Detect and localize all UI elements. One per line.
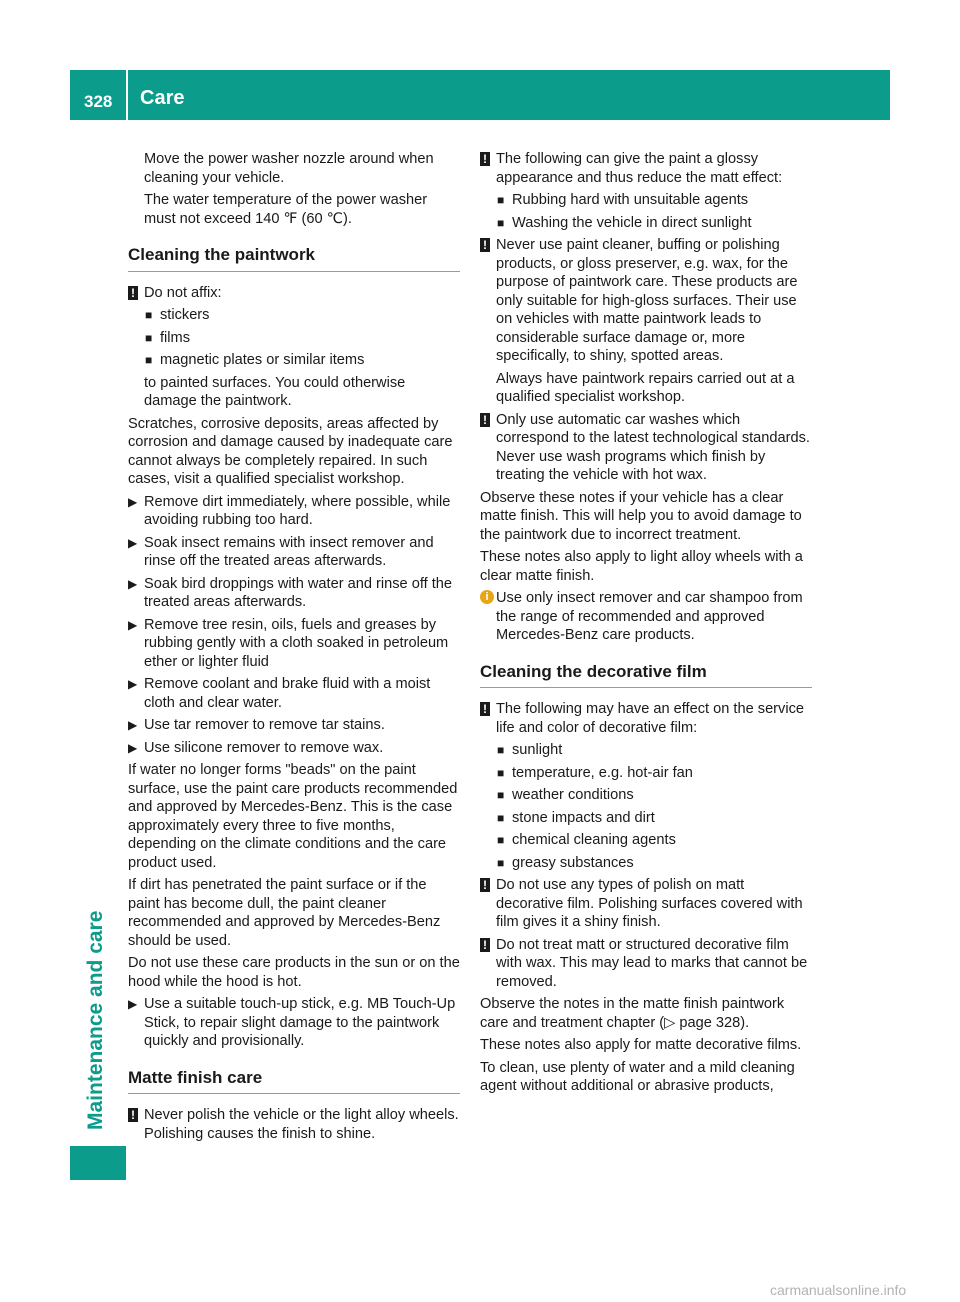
warning-icon: ! — [128, 286, 138, 300]
beads-paragraph: If water no longer forms "beads" on the paint surface, use the paint care products recommended and approved by Mercedes-Benz. This is the case approximately every three to five months, depending on the climate conditions and the care product used. — [128, 762, 458, 871]
cleaner-warning — [480, 236, 812, 407]
header-divider — [126, 70, 128, 120]
list-item: ■ Washing the vehicle in direct sunlight — [497, 214, 752, 231]
wax-warning — [480, 936, 812, 992]
observe-chapter-paragraph: Observe the notes in the matte finish paintwork care and treatment chapter (▷ page 328). — [480, 996, 785, 1031]
dirt-paragraph: If dirt has penetrated the paint surface or if the paint has become dull, the paint cleaner recommended and approved by Mercedes-Benz should be used. — [128, 877, 441, 949]
carwash-warning — [480, 411, 812, 485]
polish-note-text: Do not use any types of polish on matt decorative film. Polishing surfaces covered with film gives it a shiny finish. — [496, 877, 803, 930]
also-apply-paragraph: These notes also apply for matte decorative films. — [480, 1037, 802, 1053]
list-item: ■ stickers — [145, 307, 210, 323]
step-item: ▶ Remove dirt immediately, where possible, while avoiding rubbing too hard. — [128, 493, 451, 528]
matte-warning — [128, 1106, 460, 1143]
list-item: ■ sunlight — [497, 742, 563, 758]
list-item: ■ temperature, e.g. hot-air fan — [497, 764, 693, 781]
arrow-icon: ▶ — [128, 740, 138, 755]
step-item: ▶ Remove tree resin, oils, fuels and greases by rubbing gently with a cloth soaked in petroleum ether or lighter fluid — [128, 616, 449, 670]
warning-icon: ! — [480, 238, 490, 252]
warning-icon: ! — [480, 152, 490, 166]
warning-icon: ! — [480, 702, 490, 716]
list-item: ■ Rubbing hard with unsuitable agents — [497, 192, 749, 208]
affix-tail-text: to painted surfaces. You could otherwise damage the paintwork. — [144, 374, 406, 409]
film-heading: Cleaning the decorative film — [480, 663, 812, 689]
chapter-marker — [70, 1146, 126, 1180]
warning-icon: ! — [480, 878, 490, 892]
info-note-text: Use only insect remover and car shampoo from the range of recommended and approved Mercedes-Benz care products. — [496, 590, 803, 643]
info-icon: i — [480, 590, 494, 604]
polish-warning — [480, 876, 812, 932]
step-item: ▶ Use silicone remover to remove wax. — [128, 739, 384, 756]
bullet-icon: ■ — [145, 308, 153, 322]
list-item: ■ magnetic plates or similar items — [145, 352, 365, 368]
affix-list — [144, 306, 460, 370]
observe-paragraph: Observe these notes if your vehicle has a clear matte finish. This will help you to avoid damage to the paintwork due to incorrect treatment. — [480, 489, 802, 543]
sun-paragraph: Do not use these care products in the sun or on the hood while the hood is hot. — [128, 955, 460, 990]
page-number: 328 — [84, 92, 113, 111]
list-item: ■ films — [145, 329, 190, 346]
step-item: ▶ Use tar remover to remove tar stains. — [128, 717, 385, 733]
film-note-text: The following may have an effect on the service life and color of decorative film: — [496, 701, 804, 736]
page-header — [70, 70, 890, 120]
warning-icon: ! — [480, 938, 490, 952]
list-item: ■ stone impacts and dirt — [497, 809, 655, 826]
bullet-icon: ■ — [145, 353, 153, 367]
scratches-paragraph: Scratches, corrosive deposits, areas affected by corrosion and damage caused by inadequate care cannot always be completely repaired. In such cases, visit a qualified specialist workshop. — [128, 415, 453, 487]
step-item: ▶ Remove coolant and brake fluid with a moist cloth and clear water. — [128, 676, 431, 711]
glossy-warning — [480, 150, 812, 232]
wax-note-text: Do not treat matt or structured decorative film with wax. This may lead to marks that cannot be removed. — [496, 936, 808, 990]
film-warning — [480, 700, 812, 872]
bullet-icon: ■ — [497, 743, 505, 757]
film-list — [496, 741, 812, 872]
carwash-note-text: Only use automatic car washes which correspond to the latest technological standards. Never use wash programs which finish by treating the vehicle with hot wax. — [496, 411, 810, 483]
matte-heading: Matte finish care — [128, 1069, 460, 1095]
bullet-icon: ■ — [497, 833, 505, 847]
to-clean-paragraph: To clean, use plenty of water and a mild cleaning agent without additional or abrasive products, — [480, 1059, 795, 1094]
matte-note-text: Never polish the vehicle or the light alloy wheels. Polishing causes the finish to shine. — [144, 1107, 459, 1142]
warning-icon: ! — [128, 1108, 138, 1122]
intro-paragraph-1: Move the power washer nozzle around when cleaning your vehicle. — [144, 151, 434, 186]
affix-warning — [128, 284, 460, 411]
arrow-icon: ▶ — [128, 576, 138, 591]
section-title: Care — [140, 87, 185, 109]
bullet-icon: ■ — [497, 788, 505, 802]
step-item: ▶ Soak bird droppings with water and rinse off the treated areas afterwards. — [128, 575, 453, 610]
bullet-icon: ■ — [145, 330, 153, 345]
bullet-icon: ■ — [497, 765, 505, 780]
glossy-note-text: The following can give the paint a glossy appearance and thus reduce the matt effect: — [496, 151, 783, 186]
intro-paragraph-2: The water temperature of the power washer must not exceed 140 ℉ (60 ℃). — [144, 192, 428, 227]
touchup-step: ▶ Use a suitable touch-up stick, e.g. MB Touch-Up Stick, to repair slight damage to the paintwork quickly and provisionally. — [128, 996, 456, 1049]
arrow-icon: ▶ — [128, 535, 138, 550]
cleaner-note-text: Never use paint cleaner, buffing or polishing products, or gloss preserver, e.g. wax, for the purpose of paintwork care. These products are only suitable for high-gloss surfaces. Their use on vehicles with matte paintwork leads to considerable surface damage or, more specifically, to shiny, spotted areas. — [496, 237, 798, 364]
paintwork-heading: Cleaning the paintwork — [128, 246, 460, 272]
arrow-icon: ▶ — [128, 617, 138, 632]
arrow-icon: ▶ — [128, 494, 138, 509]
alloy-paragraph: These notes also apply to light alloy wheels with a clear matte finish. — [480, 549, 803, 584]
arrow-icon: ▶ — [128, 677, 138, 691]
arrow-icon: ▶ — [128, 718, 138, 732]
affix-note-text: Do not affix: — [144, 284, 222, 301]
chapter-label: Maintenance and care — [84, 910, 107, 1130]
step-item: ▶ Soak insect remains with insect remover and rinse off the treated areas afterwards. — [128, 534, 434, 569]
bullet-icon: ■ — [497, 855, 505, 870]
arrow-icon: ▶ — [128, 997, 138, 1011]
list-item: ■ greasy substances — [497, 854, 634, 871]
bullet-icon: ■ — [497, 810, 505, 825]
list-item: ■ weather conditions — [497, 787, 634, 803]
right-column — [480, 150, 812, 1100]
bullet-icon: ■ — [497, 193, 505, 207]
insect-info — [480, 589, 812, 645]
left-column — [128, 150, 460, 1147]
warning-icon: ! — [480, 413, 490, 427]
list-item: ■ chemical cleaning agents — [497, 832, 676, 848]
cleaner-note-text-2: Always have paintwork repairs carried out at a qualified specialist workshop. — [496, 370, 795, 405]
glossy-list — [496, 191, 812, 232]
bullet-icon: ■ — [497, 215, 505, 230]
watermark: carmanualsonline.info — [770, 1282, 907, 1298]
